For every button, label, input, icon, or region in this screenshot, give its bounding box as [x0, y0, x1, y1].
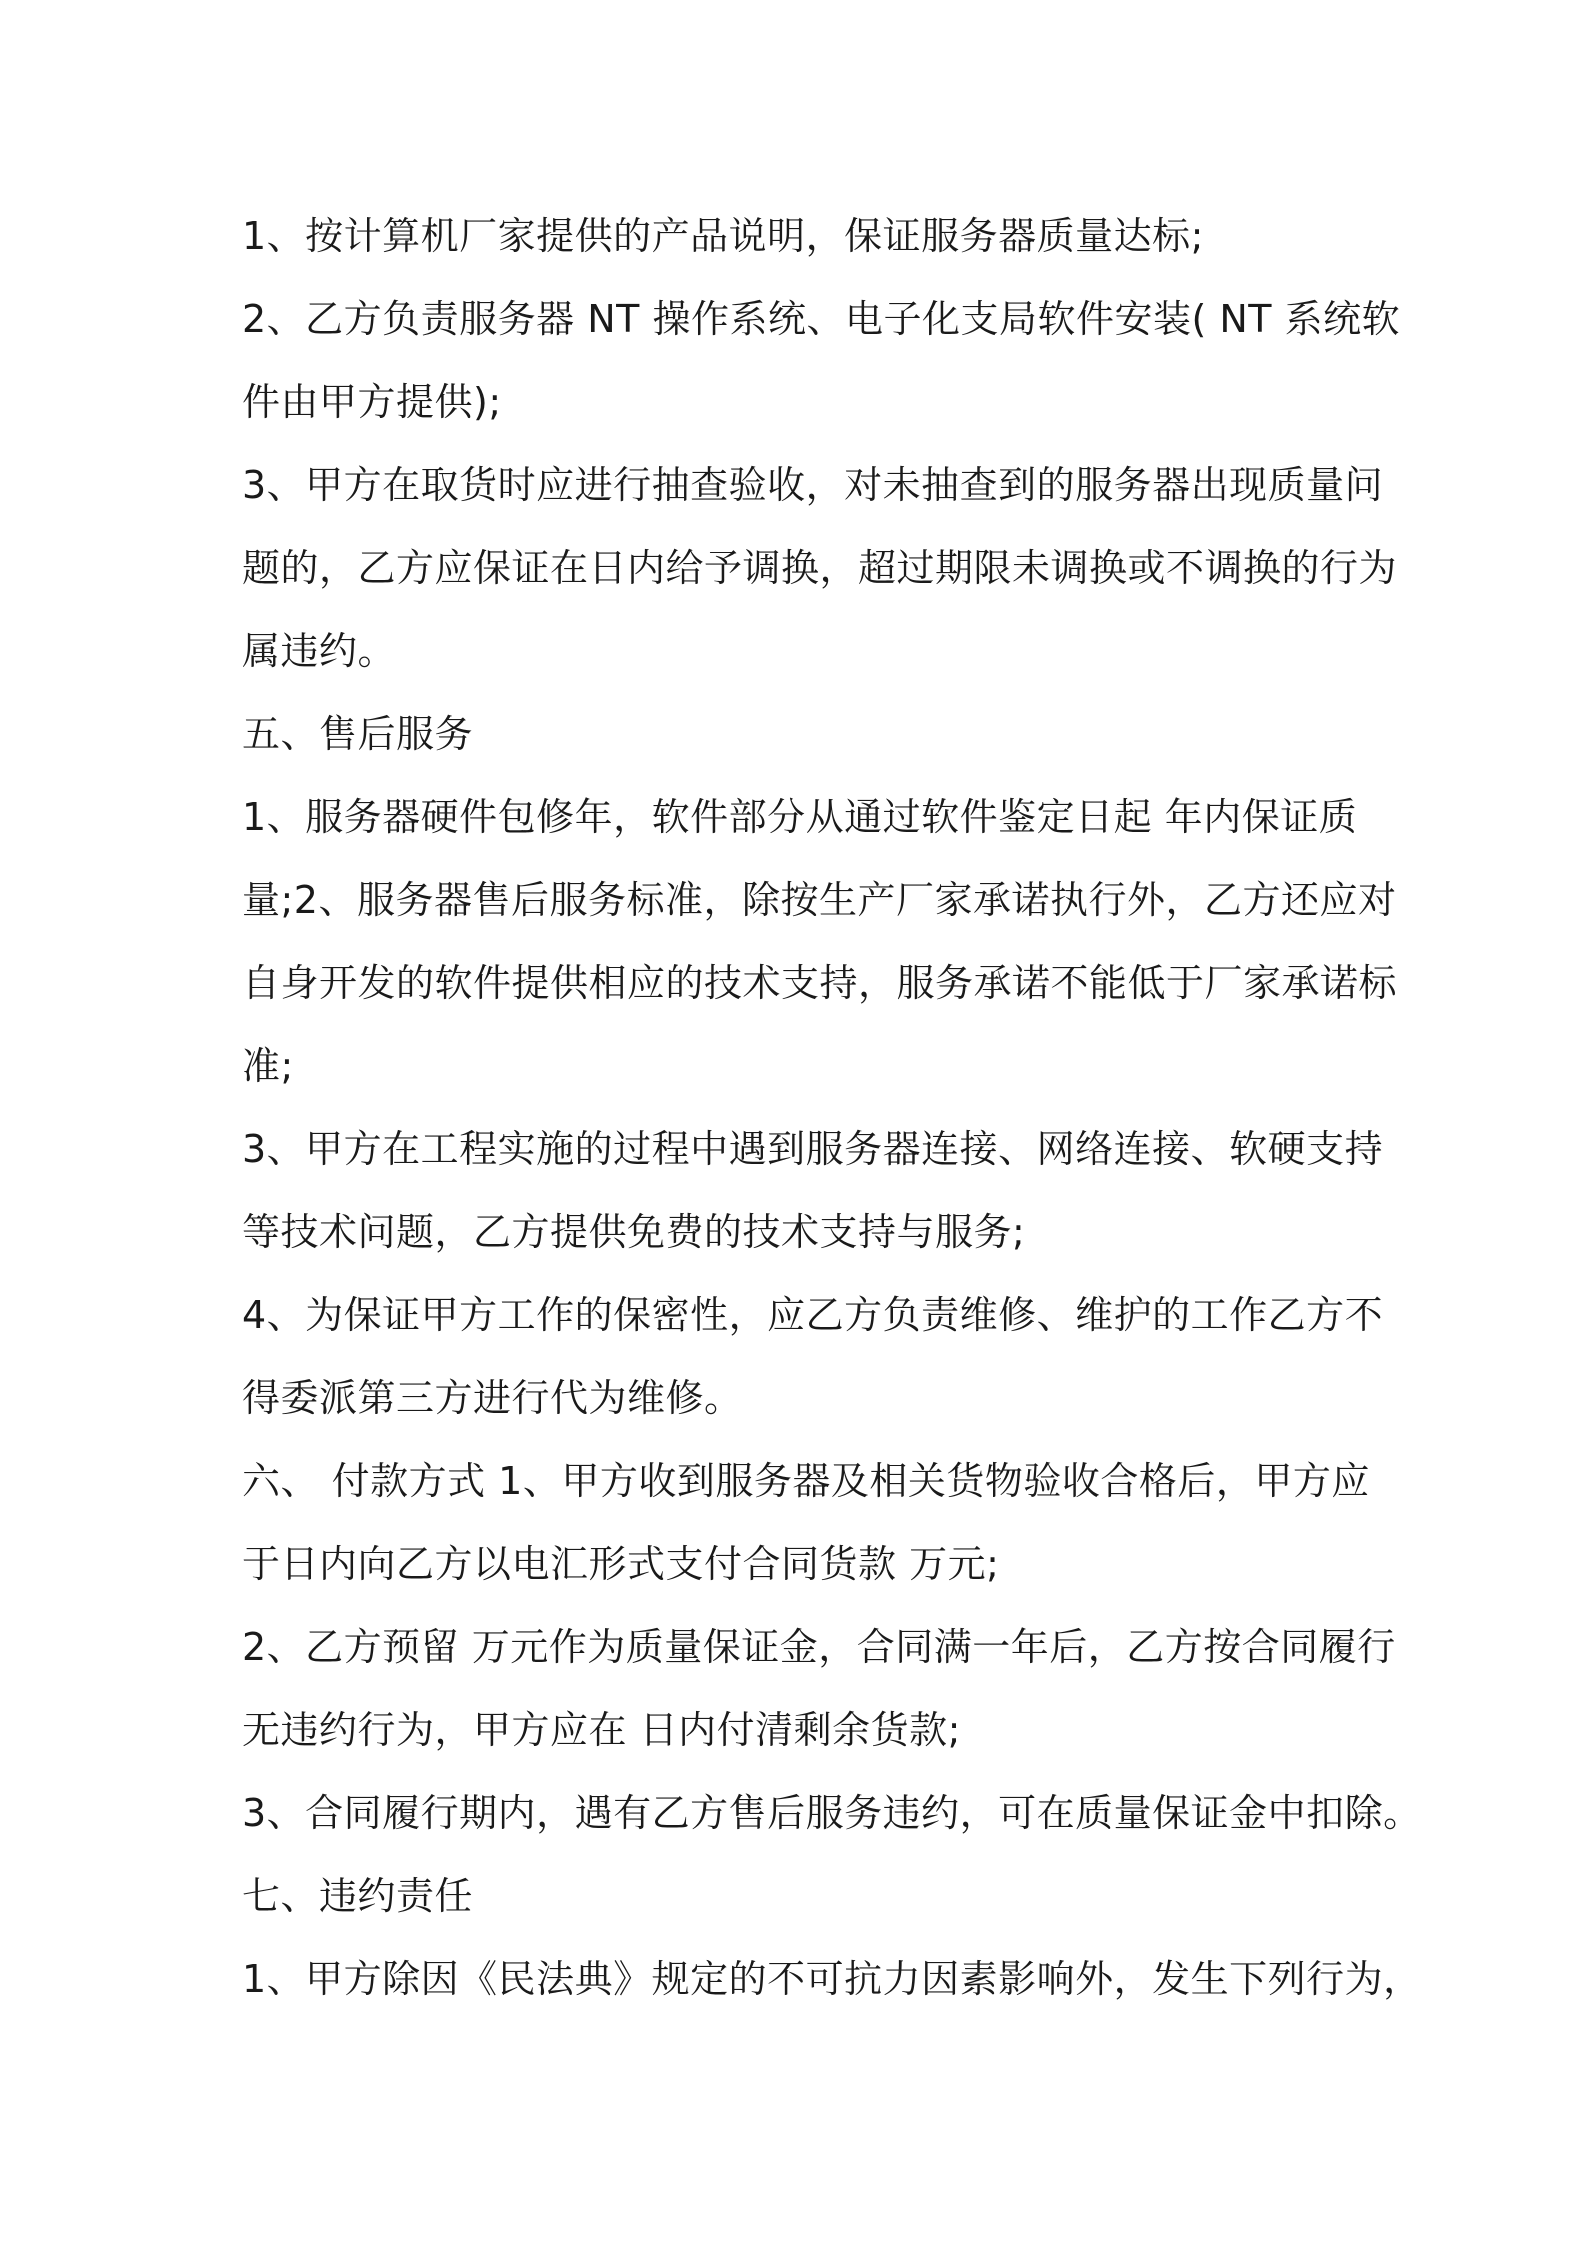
- text-line: 自身开发的软件提供相应的技术支持，服务承诺不能低于厂家承诺标: [242, 961, 1398, 1005]
- text-line: 题的，乙方应保证在日内给予调换，超过期限未调换或不调换的行为: [242, 546, 1398, 590]
- text-line: 3、甲方在取货时应进行抽查验收，对未抽查到的服务器出现质量问: [242, 463, 1384, 507]
- text-line: 2、乙方负责服务器 NT 操作系统、电子化支局软件安装( NT 系统软: [242, 297, 1401, 341]
- text-line: 1、服务器硬件包修年，软件部分从通过软件鉴定日起 年内保证质: [242, 795, 1358, 839]
- text-line: 于日内向乙方以电汇形式支付合同货款 万元;: [242, 1542, 1000, 1586]
- text-line: 3、合同履行期内，遇有乙方售后服务违约，可在质量保证金中扣除。: [242, 1791, 1422, 1835]
- text-line: 2、乙方预留 万元作为质量保证金，合同满一年后，乙方按合同履行: [242, 1625, 1396, 1669]
- text-line: 4、为保证甲方工作的保密性，应乙方负责维修、维护的工作乙方不: [242, 1293, 1384, 1337]
- text-line: 量;2、服务器售后服务标准，除按生产厂家承诺执行外，乙方还应对: [242, 878, 1397, 922]
- document-body: [242, 195, 1422, 2021]
- section-heading: 七、违约责任: [242, 1874, 474, 1918]
- text-line: 无违约行为，甲方应在 日内付清剩余货款;: [242, 1708, 961, 1752]
- text-line: 件由甲方提供);: [242, 380, 502, 424]
- text-line: 1、按计算机厂家提供的产品说明，保证服务器质量达标;: [242, 214, 1204, 258]
- section-heading: 六、 付款方式 1、甲方收到服务器及相关货物验收合格后，甲方应: [242, 1459, 1370, 1503]
- text-line: 准;: [242, 1044, 294, 1088]
- section-heading: 五、售后服务: [242, 712, 474, 756]
- text-line: 3、甲方在工程实施的过程中遇到服务器连接、网络连接、软硬支持: [242, 1127, 1384, 1171]
- text-line: 属违约。: [242, 629, 397, 673]
- text-line: 等技术问题，乙方提供免费的技术支持与服务;: [242, 1210, 1026, 1254]
- text-line: 得委派第三方进行代为维修。: [242, 1376, 743, 1420]
- text-line: 1、甲方除因《民法典》规定的不可抗力因素影响外，发生下列行为，: [242, 1957, 1422, 2001]
